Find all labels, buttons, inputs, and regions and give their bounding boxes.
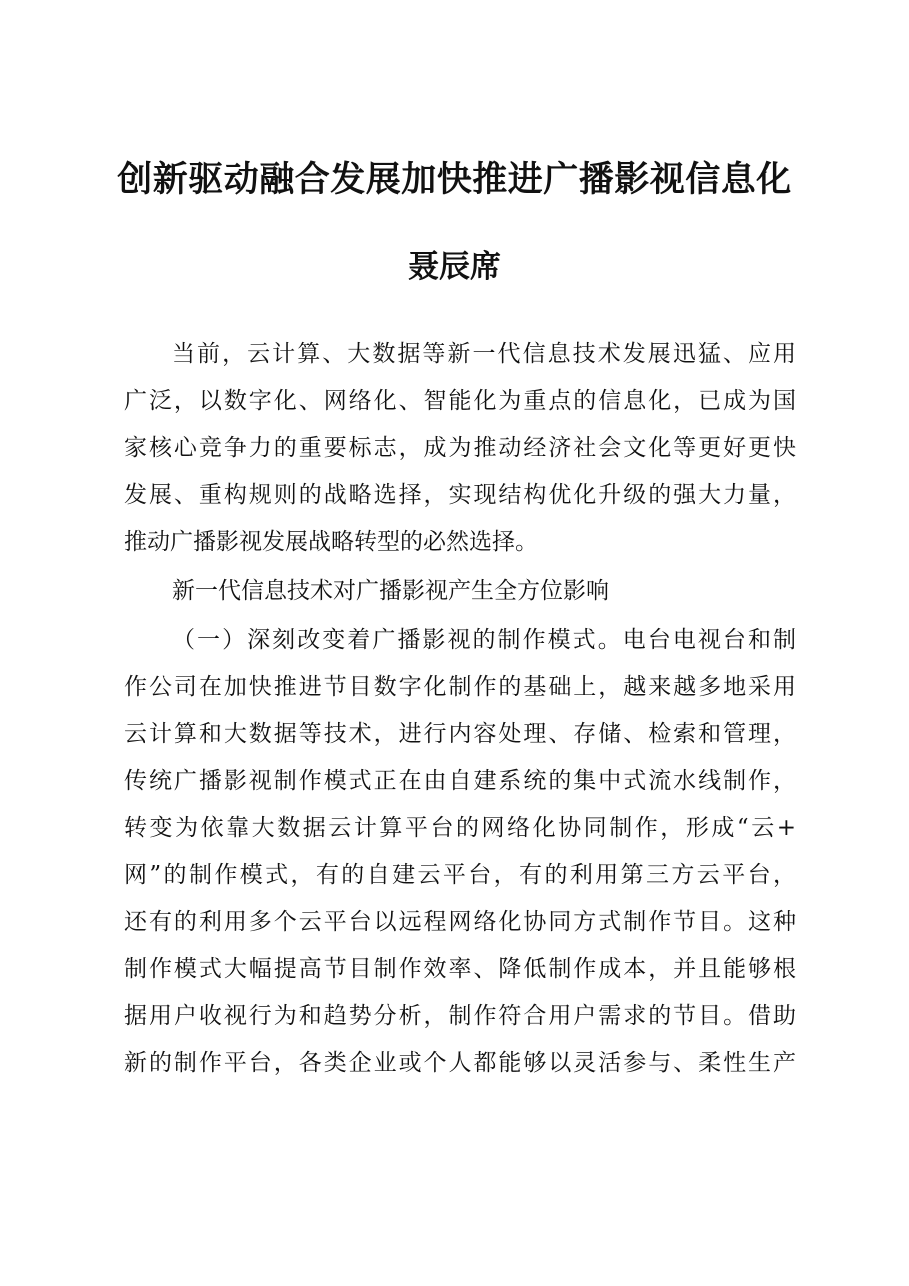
paragraph-line: （一）深刻改变着广播影视的制作模式。电台电视台和制 [172,627,796,653]
paragraph-line: 家核心竞争力的重要标志，成为推动经济社会文化等更好更快 [124,435,796,461]
paragraph-line: 广泛，以数字化、网络化、智能化为重点的信息化，已成为国 [124,388,796,414]
paragraph-line: 转变为依靠大数据云计算平台的网络化协同制作，形成“云+ [124,815,796,841]
paragraph-line: 当前，云计算、大数据等新一代信息技术发展迅猛、应用 [172,341,796,367]
document-title: 创新驱动融合发展加快推进广播影视信息化 [117,160,792,200]
paragraph-line: 推动广播影视发展战略转型的必然选择。 [124,529,538,555]
paragraph-line: 传统广播影视制作模式正在由自建系统的集中式流水线制作， [124,768,796,794]
paragraph-line: 新的制作平台，各类企业或个人都能够以灵活参与、柔性生产 [124,1050,796,1076]
paragraph-line: 制作模式大幅提高节目制作效率、降低制作成本，并且能够根 [124,956,796,982]
section-heading: 新一代信息技术对广播影视产生全方位影响 [172,578,609,604]
paragraph-line: 还有的利用多个云平台以远程网络化协同方式制作节目。这种 [124,909,796,935]
paragraph-line: 发展、重构规则的战略选择，实现结构优化升级的强大力量， [124,482,796,508]
paragraph-line: 云计算和大数据等技术，进行内容处理、存储、检索和管理， [124,721,796,747]
paragraph-line: 作公司在加快推进节目数字化制作的基础上，越来越多地采用 [124,674,796,700]
paragraph-line: 据用户收视行为和趋势分析，制作符合用户需求的节目。借助 [124,1003,796,1029]
paragraph-line: 网”的制作模式，有的自建云平台，有的利用第三方云平台， [124,862,796,888]
document-author: 聂辰席 [408,249,501,285]
